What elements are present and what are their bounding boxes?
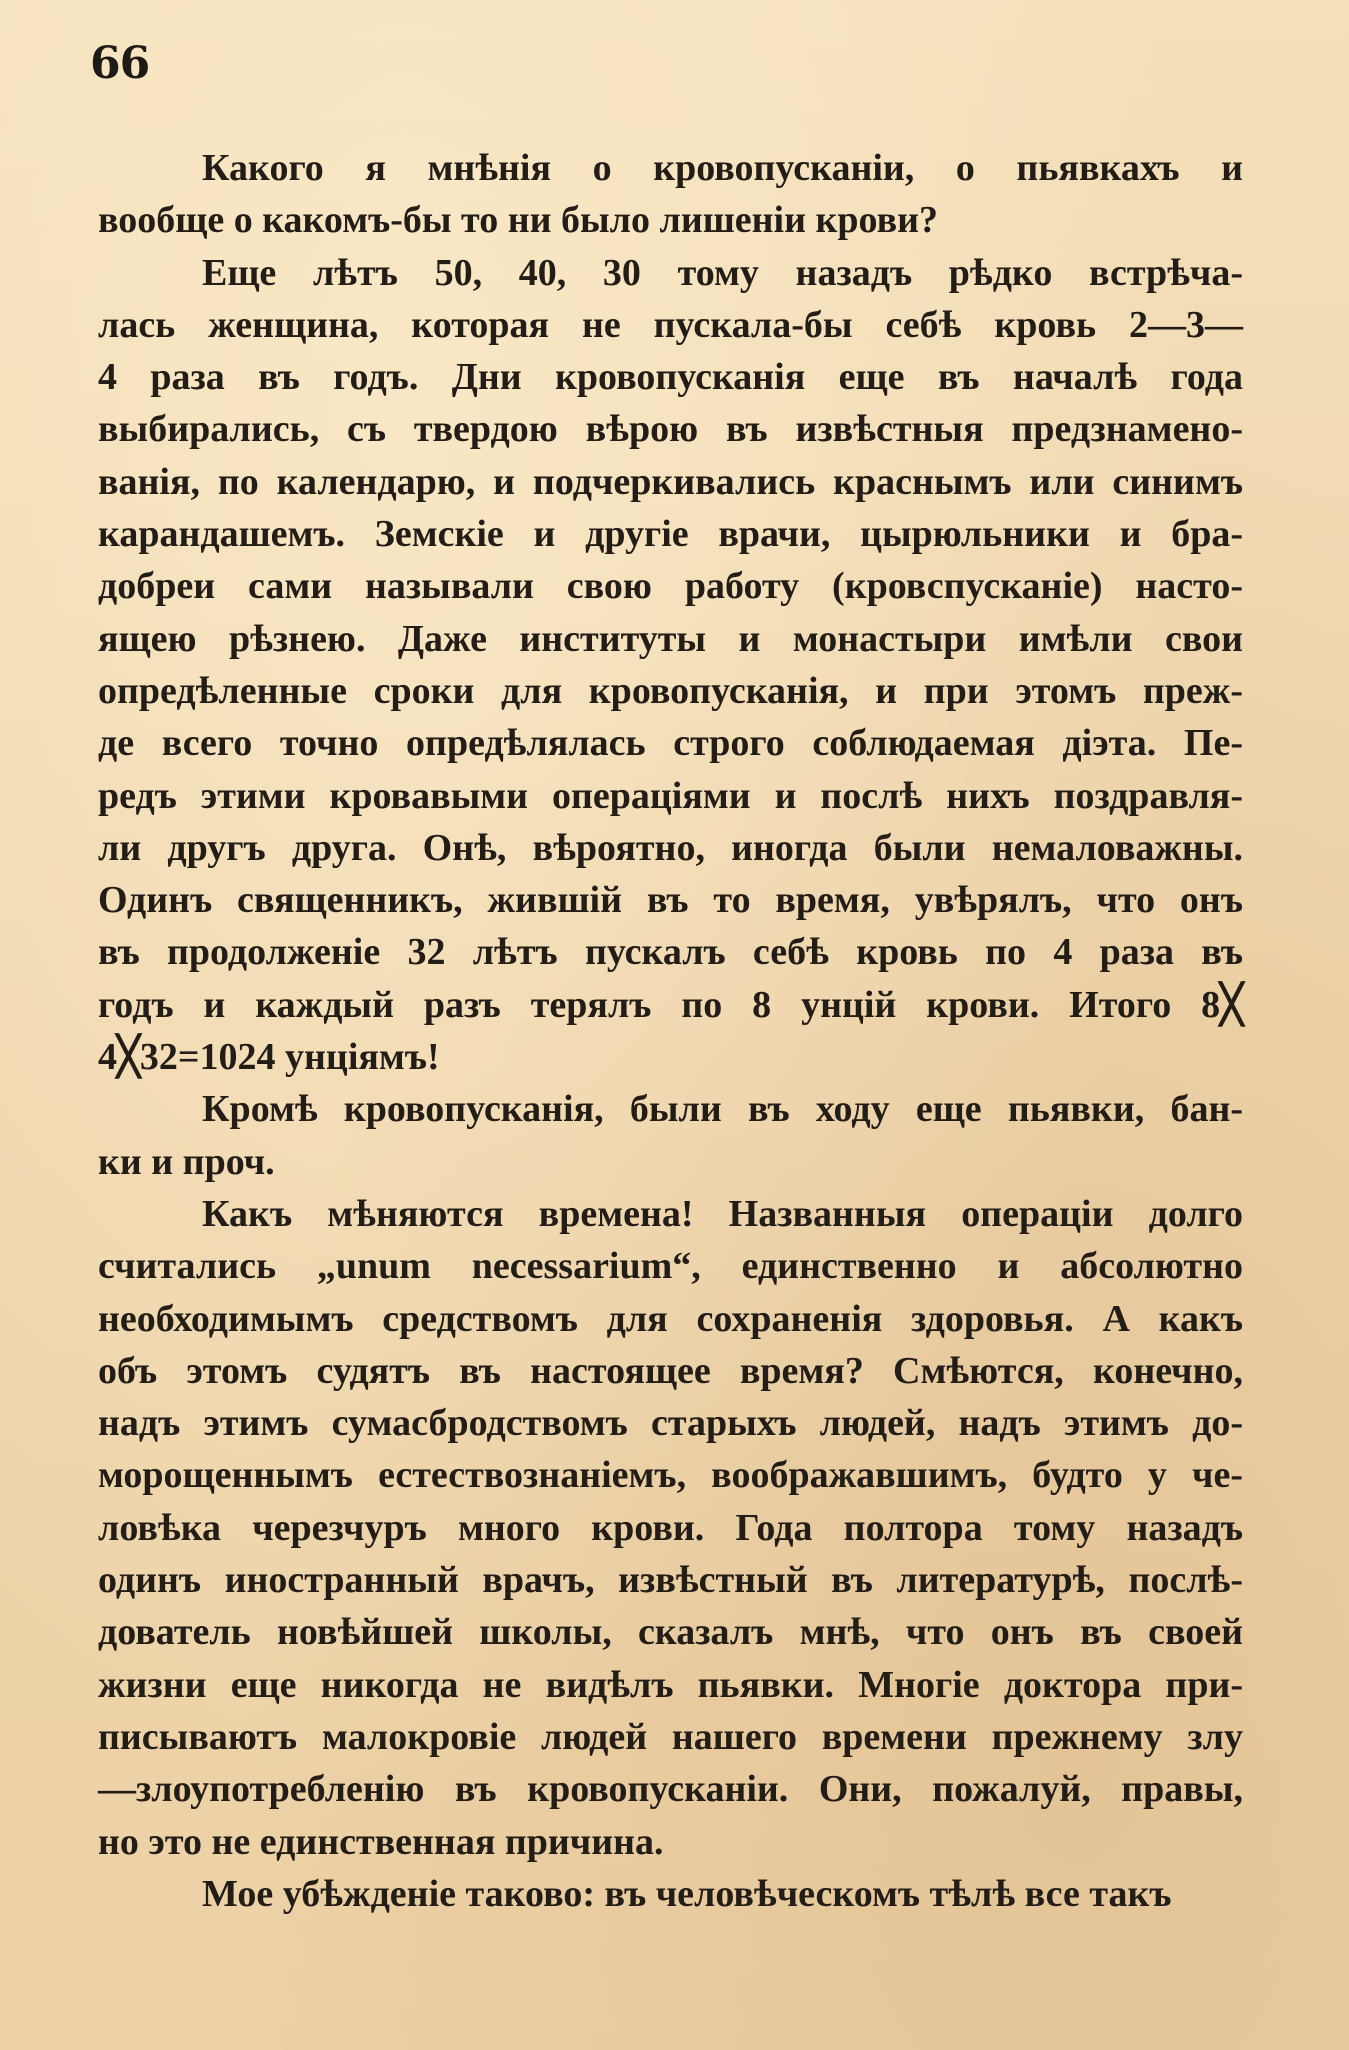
text-line: Еще лѣтъ 50, 40, 30 тому назадъ рѣдко встрѣча- [202, 251, 1243, 294]
paragraph [98, 247, 1243, 1084]
text-line: Какъ мѣняются времена! Названныя операціи долго [202, 1192, 1243, 1235]
text-line: выбирались, съ твердою вѣрою въ извѣстныя предзнамено- [98, 408, 1243, 451]
text-line: въ продолженіе 32 лѣтъ пускалъ себѣ кровь по 4 раза въ [98, 931, 1243, 974]
text-line: Мое убѣжденіе таково: въ человѣческомъ тѣлѣ все такъ [202, 1872, 1172, 1915]
text-line: ящею рѣзнею. Даже институты и монастыри имѣли свои [98, 617, 1243, 660]
text-line: 4╳32=1024 унціямъ! [98, 1036, 440, 1079]
body-text [98, 142, 1243, 1920]
text-line: ловѣка черезчуръ много крови. Года полтора тому назадъ [98, 1506, 1243, 1549]
text-line: ли другъ друга. Онѣ, вѣроятно, иногда были немаловажны. [98, 826, 1243, 869]
text-line: объ этомъ судятъ въ настоящее время? Смѣются, конечно, [98, 1349, 1243, 1392]
text-line: морощеннымъ естествознаніемъ, воображавшимъ, будто у че- [98, 1454, 1243, 1497]
text-line: необходимымъ средствомъ для сохраненія здоровья. А какъ [98, 1297, 1243, 1340]
text-line: одинъ иностранный врачъ, извѣстный въ литературѣ, послѣ- [98, 1559, 1243, 1602]
text-line: опредѣленные сроки для кровопусканія, и при этомъ преж- [98, 669, 1243, 712]
text-line: вообще о какомъ-бы то ни было лишеніи крови? [98, 199, 939, 242]
text-line: дователь новѣйшей школы, сказалъ мнѣ, что онъ въ своей [98, 1611, 1243, 1654]
text-line: де всего точно опредѣлялась строго соблюдаемая діэта. Пе- [98, 722, 1243, 765]
text-line: лась женщина, которая не пускала-бы себѣ кровь 2—3— [98, 303, 1243, 346]
text-line: редъ этими кровавыми операціями и послѣ нихъ поздравля- [98, 774, 1243, 817]
paragraph [98, 1083, 1243, 1188]
paragraph [98, 142, 1243, 247]
text-line: Кромѣ кровопусканія, были въ ходу еще пьявки, бан- [202, 1088, 1243, 1131]
text-line: жизни еще никогда не видѣлъ пьявки. Многіе доктора при- [98, 1663, 1243, 1706]
text-line: годъ и каждый разъ терялъ по 8 унцій крови. Итого 8╳ [98, 983, 1243, 1026]
text-line: 4 раза въ годъ. Дни кровопусканія еще въ началѣ года [98, 356, 1243, 399]
text-line: считались „unum necessarium“, единственно и абсолютно [98, 1245, 1243, 1288]
text-line: —злоупотребленію въ кровопусканіи. Они, пожалуй, правы, [98, 1768, 1243, 1811]
text-line: но это не единственная причина. [98, 1820, 664, 1863]
text-line: писываютъ малокровіе людей нашего времени прежнему злу [98, 1715, 1243, 1758]
text-line: Одинъ священникъ, жившій въ то время, увѣрялъ, что онъ [98, 879, 1243, 922]
text-line: добреи сами называли свою работу (кровспусканіе) насто- [98, 565, 1243, 608]
text-line: Какого я мнѣнія о кровопусканіи, о пьявкахъ и [202, 147, 1243, 189]
text-line: карандашемъ. Земскіе и другіе врачи, цырюльники и бра- [98, 513, 1243, 556]
text-line: ки и проч. [98, 1140, 275, 1183]
paragraph [98, 1868, 1243, 1920]
page-number: 66 [90, 38, 150, 89]
paragraph [98, 1188, 1243, 1868]
text-line: надъ этимъ сумасбродствомъ старыхъ людей, надъ этимъ до- [98, 1402, 1243, 1445]
text-line: ванія, по календарю, и подчеркивались краснымъ или синимъ [98, 460, 1243, 503]
